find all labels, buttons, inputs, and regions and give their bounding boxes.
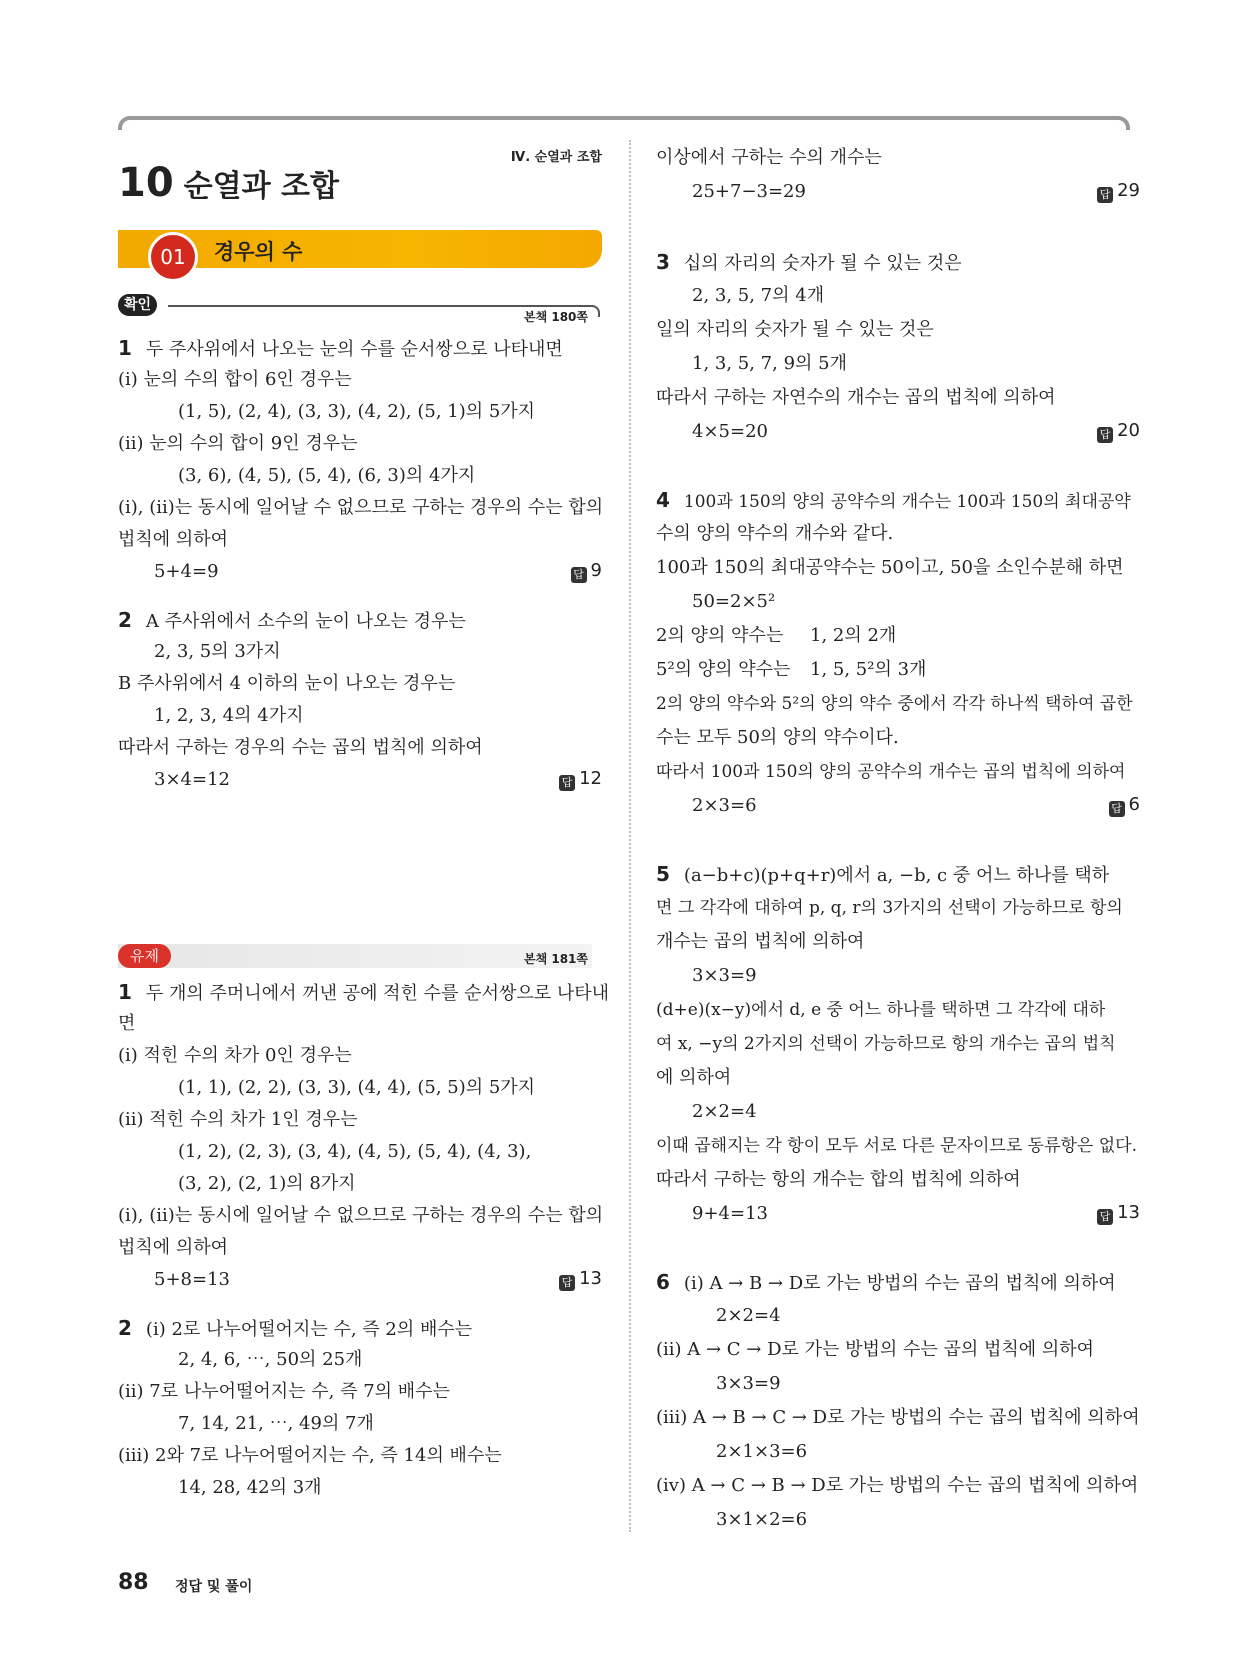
check-problem-1-line-1: (ⅰ) 눈의 수의 합이 6인 경우는 <box>118 369 352 390</box>
chapter-number: 10 <box>118 160 174 206</box>
problem-number: 3 <box>656 250 670 274</box>
check-problem-1-line-2: (1, 5), (2, 4), (3, 3), (4, 2), (5, 1)의 5가지 <box>178 401 536 422</box>
problem-number: 5 <box>656 862 670 886</box>
exercise-problem-4-line-9: 수는 모두 50의 양의 약수이다. <box>656 727 899 748</box>
check-problem-1-line-0: 1 두 주사위에서 나오는 눈의 수를 순서쌍으로 나타내면 <box>118 336 563 360</box>
check-problem-1-line-5: (ⅰ), (ⅱ)는 동시에 일어날 수 없으므로 구하는 경우의 수는 합의 <box>118 497 604 518</box>
exercise-problem-4-line-4: 2의 양의 약수는 <box>656 625 784 646</box>
exercise-problem-5-line-0: 5 (a−b+c)(p+q+r)에서 a, −b, c 중 어느 하나를 택하 <box>656 862 1110 886</box>
exercise-problem-4-line-3: 50=2×5² <box>692 591 776 612</box>
exercise-problem-2-line-3: 7, 14, 21, ⋯, 49의 7개 <box>178 1413 374 1434</box>
check-problem-2-line-1: 2, 3, 5의 3가지 <box>154 641 281 662</box>
exercise-problem-5-line-2: 개수는 곱의 법칙에 의하여 <box>656 931 865 952</box>
exercise-problem-3-line-1: 2, 3, 5, 7의 4개 <box>692 285 825 306</box>
check-problem-2-line-2: B 주사위에서 4 이하의 눈이 나오는 경우는 <box>118 673 456 694</box>
answer-mark-icon: 답 <box>559 1275 575 1291</box>
check-problem-1-line-3: (ⅱ) 눈의 수의 합이 9인 경우는 <box>118 433 358 454</box>
exercise-problem-3-answer: 답 20 <box>1097 420 1140 443</box>
problem-number: 2 <box>118 608 132 632</box>
exercise-problem-5-line-8: 이때 곱해지는 각 항이 모두 서로 다른 문자이므로 동류항은 없다. <box>656 1136 1138 1156</box>
check-problem-2-line-5: 3×4=12 <box>154 769 230 790</box>
exercise-problem-6-line-7: 3×1×2=6 <box>716 1509 808 1530</box>
exercise-problem-5-line-9: 따라서 구하는 항의 개수는 합의 법칙에 의하여 <box>656 1169 1021 1190</box>
exercise-problem-4-line-10: 따라서 100과 150의 양의 공약수의 개수는 곱의 법칙에 의하여 <box>656 762 1126 782</box>
exercise-problem-4-line-2: 100과 150의 최대공약수는 50이고, 50을 소인수분해 하면 <box>656 557 1124 578</box>
problem-number: 1 <box>118 336 132 360</box>
problem-number: 2 <box>118 1316 132 1340</box>
exercise-problem-1-line-4: (ⅱ) 적힌 수의 차가 1인 경우는 <box>118 1109 358 1130</box>
exercise-problem-3-line-0: 3 십의 자리의 숫자가 될 수 있는 것은 <box>656 250 962 274</box>
top-rule <box>118 116 1130 130</box>
exercise-problem-1-line-1: 면 <box>118 1013 136 1034</box>
section-number-badge: 01 <box>148 232 198 282</box>
exercise-page-ref: 본책 181쪽 <box>523 952 588 966</box>
check-problem-2-line-3: 1, 2, 3, 4의 4가지 <box>154 705 304 726</box>
exercise-problem-2-cont-line-1: 25+7−3=29 <box>692 181 806 202</box>
exercise-problem-2-line-5: 14, 28, 42의 3개 <box>178 1477 322 1498</box>
exercise-label: 유제 <box>118 944 171 968</box>
answer-mark-icon: 답 <box>571 567 587 583</box>
check-problem-1-line-4: (3, 6), (4, 5), (5, 4), (6, 3)의 4가지 <box>178 465 476 486</box>
exercise-problem-5-line-5: 여 x, −y의 2가지의 선택이 가능하므로 항의 개수는 곱의 법칙 <box>656 1034 1116 1054</box>
exercise-problem-4-line-1: 수의 양의 약수의 개수와 같다. <box>656 523 894 544</box>
exercise-problem-2-line-1: 2, 4, 6, ⋯, 50의 25개 <box>178 1349 363 1370</box>
answer-mark-icon: 답 <box>1109 801 1125 817</box>
check-problem-1-answer: 답 9 <box>571 560 602 583</box>
exercise-problem-5-answer: 답 13 <box>1097 1202 1140 1225</box>
exercise-problem-1-answer: 답 13 <box>559 1268 602 1291</box>
footer-label: 정답 및 풀이 <box>175 1579 253 1595</box>
exercise-problem-4-line-0: 4 100과 150의 양의 공약수의 개수는 100과 150의 최대공약 <box>656 488 1131 512</box>
page-number: 88 <box>118 1570 149 1595</box>
exercise-problem-6-line-4: (ⅲ) A → B → C → D로 가는 방법의 수는 곱의 법칙에 의하여 <box>656 1407 1140 1428</box>
check-problem-2-line-4: 따라서 구하는 경우의 수는 곱의 법칙에 의하여 <box>118 737 483 758</box>
exercise-problem-6-line-5: 2×1×3=6 <box>716 1441 808 1462</box>
exercise-problem-5-line-3: 3×3=9 <box>692 965 757 986</box>
exercise-problem-6-line-2: (ⅱ) A → C → D로 가는 방법의 수는 곱의 법칙에 의하여 <box>656 1339 1095 1360</box>
exercise-header-bar <box>118 944 592 968</box>
exercise-problem-2-line-0: 2 (ⅰ) 2로 나누어떨어지는 수, 즉 2의 배수는 <box>118 1316 473 1340</box>
exercise-problem-1-line-2: (ⅰ) 적힌 수의 차가 0인 경우는 <box>118 1045 352 1066</box>
exercise-problem-3-line-4: 따라서 구하는 자연수의 개수는 곱의 법칙에 의하여 <box>656 387 1056 408</box>
check-page-ref: 본책 180쪽 <box>523 310 588 324</box>
exercise-problem-1-line-9: 5+8=13 <box>154 1269 230 1290</box>
exercise-problem-5-line-4: (d+e)(x−y)에서 d, e 중 어느 하나를 택하면 그 각각에 대하 <box>656 1000 1106 1020</box>
exercise-problem-6-line-1: 2×2=4 <box>716 1305 781 1326</box>
exercise-problem-3-line-2: 일의 자리의 숫자가 될 수 있는 것은 <box>656 319 934 340</box>
exercise-problem-2-line-2: (ⅱ) 7로 나누어떨어지는 수, 즉 7의 배수는 <box>118 1381 450 1402</box>
exercise-problem-3-line-5: 4×5=20 <box>692 421 768 442</box>
chapter-title <box>118 160 339 206</box>
answer-mark-icon: 답 <box>1097 1209 1113 1225</box>
breadcrumb: Ⅳ. 순열과 조합 <box>510 150 602 165</box>
check-problem-2-answer: 답 12 <box>559 768 602 791</box>
exercise-problem-4-line-11: 2×3=6 <box>692 795 757 816</box>
exercise-problem-5-line-6: 에 의하여 <box>656 1067 732 1088</box>
exercise-problem-1-line-0: 1 두 개의 주머니에서 꺼낸 공에 적힌 수를 순서쌍으로 나타내 <box>118 980 610 1004</box>
exercise-problem-4-answer: 답 6 <box>1109 794 1140 817</box>
exercise-problem-1-line-8: 법칙에 의하여 <box>118 1237 229 1258</box>
check-problem-1-line-6: 법칙에 의하여 <box>118 529 229 550</box>
answer-mark-icon: 답 <box>559 775 575 791</box>
exercise-problem-2-cont-line-0: 이상에서 구하는 수의 개수는 <box>656 147 882 168</box>
exercise-problem-6-line-3: 3×3=9 <box>716 1373 781 1394</box>
section-title: 경우의 수 <box>214 240 303 264</box>
exercise-problem-1-line-6: (3, 2), (2, 1)의 8가지 <box>178 1173 356 1194</box>
exercise-problem-5-line-10: 9+4=13 <box>692 1203 768 1224</box>
answer-mark-icon: 답 <box>1097 187 1113 203</box>
exercise-problem-2-answer: 답 29 <box>1097 180 1140 203</box>
problem-number: 6 <box>656 1270 670 1294</box>
exercise-problem-6-line-0: 6 (ⅰ) A → B → D로 가는 방법의 수는 곱의 법칙에 의하여 <box>656 1270 1116 1294</box>
exercise-problem-1-line-7: (ⅰ), (ⅱ)는 동시에 일어날 수 없으므로 구하는 경우의 수는 합의 <box>118 1205 604 1226</box>
exercise-problem-4-line-7: 1, 5, 5²의 3개 <box>810 659 927 680</box>
answer-mark-icon: 답 <box>1097 427 1113 443</box>
exercise-problem-5-line-1: 면 그 각각에 대하여 p, q, r의 3가지의 선택이 가능하므로 항의 <box>656 898 1123 918</box>
exercise-problem-4-line-8: 2의 양의 약수와 5²의 양의 약수 중에서 각각 하나씩 택하여 곱한 <box>656 694 1133 714</box>
check-problem-2-line-0: 2 A 주사위에서 소수의 눈이 나오는 경우는 <box>118 608 466 632</box>
exercise-problem-5-line-7: 2×2=4 <box>692 1101 757 1122</box>
exercise-problem-1-line-3: (1, 1), (2, 2), (3, 3), (4, 4), (5, 5)의 5가지 <box>178 1077 536 1098</box>
exercise-problem-3-line-3: 1, 3, 5, 7, 9의 5개 <box>692 353 847 374</box>
exercise-problem-6-line-6: (ⅳ) A → C → B → D로 가는 방법의 수는 곱의 법칙에 의하여 <box>656 1475 1139 1496</box>
check-label: 확인 <box>118 294 157 316</box>
exercise-problem-4-line-6: 5²의 양의 약수는 <box>656 659 791 680</box>
problem-number: 4 <box>656 488 670 512</box>
chapter-title-text: 순열과 조합 <box>183 169 340 204</box>
exercise-problem-2-line-4: (ⅲ) 2와 7로 나누어떨어지는 수, 즉 14의 배수는 <box>118 1445 502 1466</box>
problem-number: 1 <box>118 980 132 1004</box>
check-problem-1-line-7: 5+4=9 <box>154 561 219 582</box>
column-divider <box>629 140 631 1532</box>
exercise-problem-1-line-5: (1, 2), (2, 3), (3, 4), (4, 5), (5, 4), (4, 3), <box>178 1141 532 1162</box>
exercise-problem-4-line-5: 1, 2의 2개 <box>810 625 897 646</box>
